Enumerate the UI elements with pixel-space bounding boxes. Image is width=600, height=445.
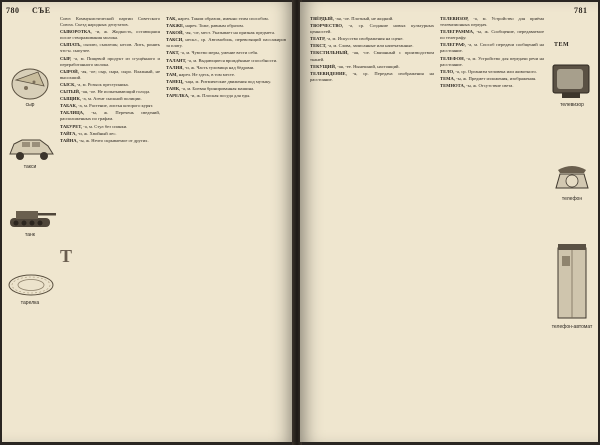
dictionary-entry <box>60 29 160 41</box>
entry-definition: -а, м. Чувство меры, умение вести себя. <box>180 50 258 56</box>
left-header-word: СЪЕ <box>32 6 51 15</box>
dictionary-entry <box>310 36 434 42</box>
dictionary-entry <box>310 23 434 35</box>
dictionary-entry <box>310 64 434 70</box>
entry-headword: ТАРЕЛКА, <box>166 93 191 99</box>
entry-definition: -а, м. Растение, листья которого курят. <box>78 103 154 109</box>
dictionary-entry <box>166 16 286 22</box>
entry-headword: ТЕМНОТА, <box>440 82 467 88</box>
entry-headword: ТАКТ, <box>166 50 181 56</box>
entry-definition: -а, м. Агент сыскной полиции. <box>82 96 142 102</box>
entry-definition: -нца, м. Ритмические движения под музыку. <box>184 78 272 84</box>
entry-definition: -а, м. Боевая бронированная машина. <box>181 85 255 91</box>
taxi-illustration <box>6 132 56 164</box>
left-page <box>2 2 294 442</box>
entry-definition: -и, ж. Хвойный лес. <box>77 130 117 136</box>
tank-caption: танк <box>25 232 35 238</box>
phone-booth-caption: телефон-автомат <box>551 324 593 330</box>
dictionary-entry <box>310 50 434 62</box>
phone-booth-illustration <box>554 242 590 322</box>
entry-headword: СЫТЫЙ, <box>60 89 82 95</box>
dictionary-entry <box>440 69 544 75</box>
dictionary-entry <box>60 124 160 130</box>
entry-definition: Союз Коммунистической партии Советского Союза. Съезд народных депутатов. <box>60 16 160 28</box>
dictionary-entry <box>60 96 160 102</box>
entry-definition: -а, м. Розыск преступника. <box>76 81 129 87</box>
entry-definition: -ая, -ое. Связанный с производством тканей. <box>310 50 434 62</box>
dictionary-entry <box>440 42 544 54</box>
entry-headword: ТВОРЧЕСТВО, <box>310 23 349 29</box>
entry-definition: -ы, ж. Нечто скрываемое от других. <box>78 137 149 143</box>
entry-definition: -ы, ж. Предмет изложения, изображения. <box>456 75 537 81</box>
entry-headword: ТЕАТР, <box>310 36 327 42</box>
dictionary-entry <box>60 110 160 122</box>
entry-headword: ТАЙНА, <box>60 137 79 143</box>
plate-illustration <box>6 272 56 298</box>
left-column-2 <box>166 16 286 100</box>
dictionary-entry <box>166 79 286 85</box>
entry-definition: -а, м. Слова, записанные или напечатанные. <box>327 43 414 49</box>
dictionary-entry <box>60 42 160 54</box>
dictionary-entry <box>166 37 286 49</box>
entry-definition: -ы, ж. Отсутствие света. <box>466 82 514 88</box>
entry-definition: -ы, ж. Перечень сведений, расположенных по графам. <box>60 110 161 122</box>
entry-headword: ТЕЛЕГРАММА, <box>440 29 477 35</box>
entry-definition: -ая, -ое, мест. Указывает на признак предмета. <box>184 30 276 36</box>
entry-definition: -а, м. Устройство для приёма телевизионных передач. <box>440 16 544 28</box>
entry-headword: ТВЁРДЫЙ, <box>310 16 336 21</box>
cheese-illustration <box>8 62 52 102</box>
dictionary-entry <box>166 30 286 36</box>
tank-illustration <box>4 202 58 232</box>
entry-headword: ТАБЛИЦА, <box>60 110 92 116</box>
cheese-caption: сыр <box>25 102 35 108</box>
dictionary-entry <box>60 16 160 28</box>
entry-definition: сыплю, сыплешь; несов. Лить, ронять что-н. сыпучее. <box>60 42 160 54</box>
entry-headword: СЫПАТЬ, <box>60 42 84 48</box>
entry-headword: ТАК, <box>166 16 178 21</box>
dictionary-entry <box>60 89 160 95</box>
entry-definition: -а, ср. Создание новых культурных ценностей. <box>310 23 434 35</box>
plate-caption: тарелка <box>20 300 40 306</box>
entry-definition: -а, м. Пищевой продукт из сгущённого и переработанного молока. <box>60 55 160 67</box>
right-page <box>300 2 598 442</box>
dictionary-entry <box>166 72 286 78</box>
letter-heading: Т <box>60 246 73 266</box>
entry-headword: ТЕКУЩИЙ, <box>310 63 338 69</box>
entry-headword: ТАЛИЯ, <box>166 64 185 70</box>
dictionary-entry <box>166 93 286 99</box>
entry-definition: -а, ср. Организм человека или животного. <box>455 68 537 74</box>
entry-headword: ТЕКСТ, <box>310 43 328 49</box>
entry-headword: ТЕЛЕВИЗОР, <box>440 16 474 21</box>
entry-headword: ТАЙГА, <box>60 130 78 136</box>
tv-illustration <box>550 62 592 102</box>
entry-headword: ТАЛАНТ, <box>166 57 188 63</box>
dictionary-entry <box>60 131 160 137</box>
entry-headword: СЫРОЙ, <box>60 68 81 74</box>
entry-definition: -и, ж. Плоская посуда для еды. <box>190 93 251 99</box>
entry-headword: ТАНЕЦ, <box>166 78 185 84</box>
entry-definition: -ая, -ое; сыр, сыра, сыро. Влажный, не высохший. <box>60 68 160 80</box>
left-column-1 <box>60 16 160 145</box>
dictionary-entry <box>440 76 544 82</box>
dictionary-entry <box>166 86 286 92</box>
dictionary-entry <box>166 65 286 71</box>
phone-illustration <box>552 162 592 194</box>
entry-definition: нескл., ср. Автомобиль, перевозящий пассажиров за плату. <box>166 37 287 49</box>
entry-definition: -и, ж. Жидкость, остающаяся после створаживания молока. <box>60 29 161 41</box>
dictionary-entry <box>60 56 160 68</box>
left-page-number: 780 <box>6 6 20 15</box>
dictionary-entry <box>166 50 286 56</box>
entry-definition: -ая, -ое. Плотный, не жидкий. <box>335 16 394 21</box>
dictionary-entry <box>440 29 544 41</box>
right-column-2 <box>440 16 544 90</box>
entry-headword: СЫР, <box>60 55 74 61</box>
entry-definition: нареч. Таким образом, именно этим способом. <box>177 16 269 21</box>
entry-definition: -и, ж. Часть туловища над бёдрами. <box>184 64 255 70</box>
dictionary-entry <box>60 103 160 109</box>
dictionary-entry <box>440 16 544 28</box>
entry-definition: нареч. Не здесь, в том месте. <box>178 71 236 77</box>
entry-headword: ТЕЛО, <box>440 68 456 74</box>
entry-headword: ТАНК, <box>166 85 182 91</box>
dictionary-entry <box>60 69 160 81</box>
entry-definition: -а, м. Искусство изображения на сцене. <box>326 36 404 42</box>
entry-definition: -а, м. Стул без спинки. <box>83 123 128 129</box>
entry-headword: ТЕЛЕВИДЕНИЕ, <box>310 70 353 76</box>
entry-definition: -ая, -ее. Нынешний, настоящий. <box>337 63 400 69</box>
tv-caption: телевизор <box>560 102 584 108</box>
entry-headword: ТАКОЙ, <box>166 30 185 36</box>
entry-headword: ТАБАК, <box>60 103 79 109</box>
entry-headword: СЫВОРОТКА, <box>60 29 96 35</box>
entry-headword: ТЕМА, <box>440 75 457 81</box>
dictionary-entry <box>440 56 544 68</box>
dictionary-entry <box>60 138 160 144</box>
entry-definition: нареч. Тоже, равным образом. <box>185 23 244 29</box>
right-page-number: 781 <box>574 6 588 15</box>
entry-headword: ТАКСИ, <box>166 37 186 43</box>
entry-headword: ТЕЛЕГРАФ, <box>440 42 468 48</box>
right-header-word: ТЕМ <box>554 42 570 48</box>
taxi-caption: такси <box>23 164 37 170</box>
entry-definition: -ая, -ое. Не испытывающий голода. <box>81 89 151 95</box>
entry-headword: ТАБУРЕТ, <box>60 123 84 129</box>
entry-definition: -а, м. Способ передачи сообщений на расстояние. <box>440 42 544 54</box>
entry-headword: ТЕКСТИЛЬНЫЙ, <box>310 50 353 56</box>
entry-headword: ТАКЖЕ, <box>166 23 186 29</box>
entry-headword: СЫЩИК, <box>60 96 83 102</box>
right-column-1 <box>310 16 434 84</box>
dictionary-entry <box>310 43 434 49</box>
entry-headword: ТАМ, <box>166 71 179 77</box>
dictionary-entry <box>440 83 544 89</box>
dictionary-entry <box>166 23 286 29</box>
dictionary-entry <box>60 82 160 88</box>
dictionary-entry <box>310 16 434 22</box>
entry-headword: СЫСК, <box>60 81 77 87</box>
entry-definition: -а, м. Устройство для передачи речи на расстояние. <box>440 55 544 67</box>
entry-headword: ТЕЛЕФОН, <box>440 55 467 61</box>
dictionary-entry <box>310 71 434 83</box>
entry-definition: -а, м. Выдающиеся врождённые способности. <box>187 57 278 63</box>
entry-definition: -я, ср. Передача изображения на расстояние. <box>310 70 434 82</box>
entry-definition: -ы, ж. Сообщение, передаваемое по телеграфу. <box>440 29 544 41</box>
phone-caption: телефон <box>561 196 583 202</box>
dictionary-entry <box>166 58 286 64</box>
